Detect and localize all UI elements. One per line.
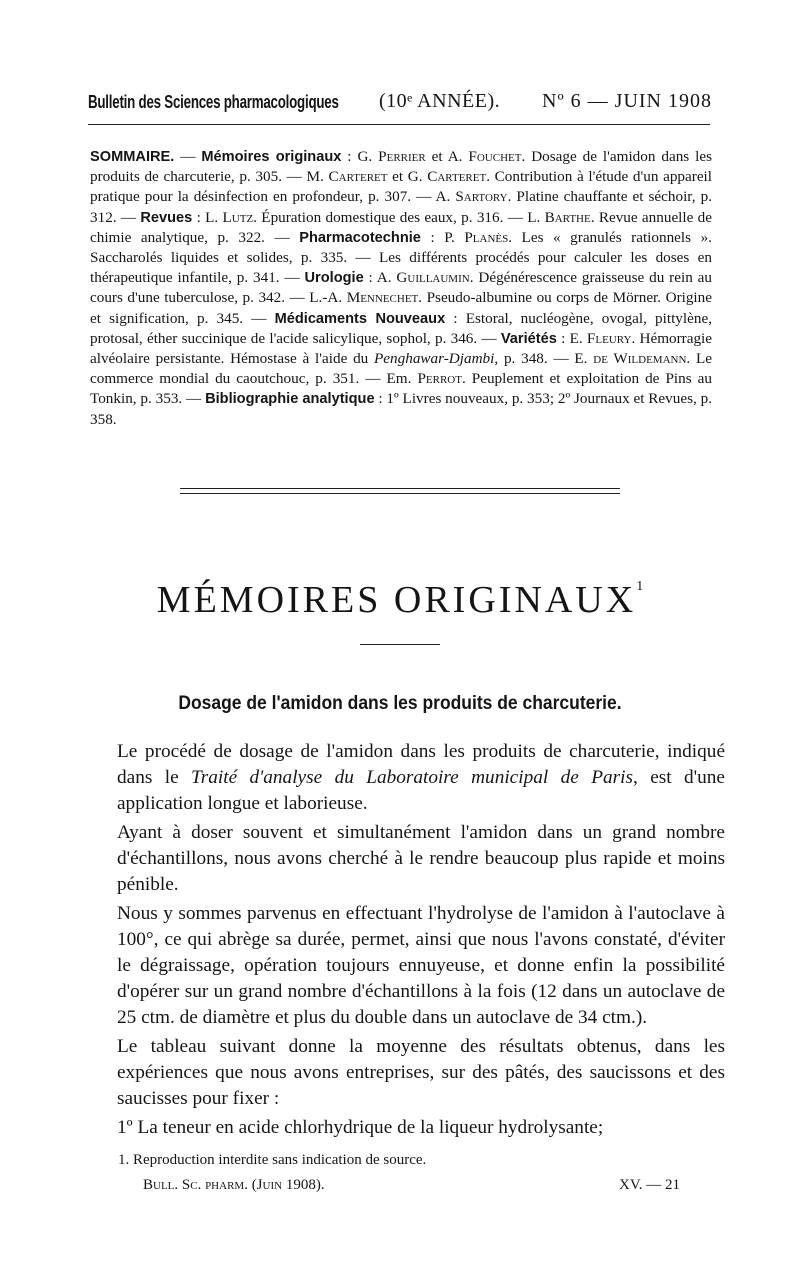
author-name: Barthe [544,208,591,226]
section-pharmacotechnie-label: Pharmacotechnie [299,229,421,246]
list-item: 1º La teneur en acide chlorhydrique de la liqueur hydrolysante; [117,1117,604,1138]
author-name: Fouchet [468,148,522,165]
footnote: 1. Reproduction interdite sans indication de source. [118,1152,427,1168]
paragraph: Le tableau suivant donne la moyenne des résultats obtenus, dans les expériences que nous avons entreprises, sur des pâtés, des saucissons et des saucisses pour fixer : [117,1036,725,1109]
section-heading: MÉMOIRES ORIGINAUX$^1$ [156,579,644,621]
footnote-marker: 1 [636,579,644,595]
author-name: Guillaumin [396,269,470,287]
header-rule [88,124,710,125]
author-name: Mennechet [346,289,419,307]
author-name: Fleury [586,329,632,347]
author-name: de Wildemann [593,350,687,368]
cited-work-title: Traité d'analyse du Laboratoire municipal de Paris [191,767,634,788]
double-rule-bottom [180,493,620,494]
section-varietes-label: Variétés [500,330,557,347]
table-of-contents: SOMMAIRE. — Mémoires originaux : G. Perrier et A. Fouchet. Dosage de l'amidon dans les produits de charcuterie, p. 305. — M. Carteret et G. Carteret. Contribution à l'étude d'un appareil pratique pour la désinfection en profondeur, p. 307. — A. Sartory. Platine chauffante et séchoir, p. 312. — Revues : L. Lutz. Épuration domestique des eaux, p. 316. — L. Barthe. Revue annuelle de chimie analytique, p. 322. — Pharmacotechnie : P. Planès. Les « granulés rationnels ». Saccharolés liquides et solides, p. 335. — Les différents procédés pour calculer les doses en thérapeutique infantile, p. 341. — Urologie : A. Guillaumin. Dégénérescence graisseuse du rein au cours d'une tuberculose, p. 342. — L.-A. Mennechet. Pseudo-albumine ou corps de Mörner. Origine et signification, p. 345. — Médicaments Nouveaux : Estoral, nucléogène, ovogal, pittylène, protosal, éther succinique de l'acide salicylique, sophol, p. 346. — Variétés : E. Fleury. Hémorragie alvéolaire persistante. Hémostase à l'aide du Penghawar-Djambi, p. 348. — E. de Wildemann. Le commerce mondial du caoutchouc, p. 351. — Em. Perrot. Peuplement et exploitation de Pins au Tonkin, p. 353. — Bibliographie analytique : 1º Livres nouveaux, p. 353; 2º Journaux et Revues, p. 358. [90,148,713,428]
penghawar-term: Penghawar-Djambi [374,350,495,368]
footer-citation: Bull. Sc. pharm. (Juin 1908). [143,1177,325,1193]
paragraph: Nous y sommes parvenus en effectuant l'hydrolyse de l'amidon à l'autoclave à 100°, ce qui abrège sa durée, permet, ainsi que nous l'avons constaté, d'éviter le dégraissage, opération toujours ennuyeuse, et donne enfin la possibilité d'opérer sur un grand nombre d'échantillons à la fois (12 dans un autoclave de 25 ctm. de diamètre et plus du double dans un autoclave de 34 ctm.). [117,903,725,1028]
section-memoires-label: Mémoires originaux [201,149,342,165]
author-name: Carteret [328,168,388,186]
issue-date: Nº 6 — JUIN 1908 [542,90,712,112]
section-title-rule [360,644,440,645]
author-name: Perrot [417,370,462,388]
sommaire-label: SOMMAIRE. [90,149,175,165]
footer-page-number: XV. — 21 [619,1177,680,1193]
author-name: Sartory [455,188,508,206]
author-name: Lutz [222,208,254,226]
author-name: Perrier [378,148,426,165]
article-body [117,739,725,1144]
running-header [88,90,712,120]
double-rule-top [180,488,620,489]
section-urologie-label: Urologie [304,270,364,287]
section-bibliographie-label: Bibliographie analytique [205,391,375,408]
volume-year: (10ᵉ ANNÉE). [379,90,501,112]
paragraph: Ayant à doser souvent et simultanément l'amidon dans un grand nombre d'échantillons, nous avons cherché à le rendre beaucoup plus rapide et moins pénible. [117,822,725,895]
paragraph: Le procédé de dosage de l'amidon dans les produits de charcuterie, indiqué dans le Traité d'analyse du Laboratoire municipal de Paris, est d'une application longue et laborieuse. [117,741,725,814]
section-revues-label: Revues [140,209,193,226]
page-footer [143,1177,680,1199]
journal-name: Bulletin des Sciences pharmacologiques [88,92,339,112]
author-name: Carteret [427,168,487,186]
author-name: Planès [464,228,509,246]
article-title: Dosage de l'amidon dans les produits de charcuterie. [178,693,622,714]
section-medicaments-label: Médicaments Nouveaux [274,310,446,327]
